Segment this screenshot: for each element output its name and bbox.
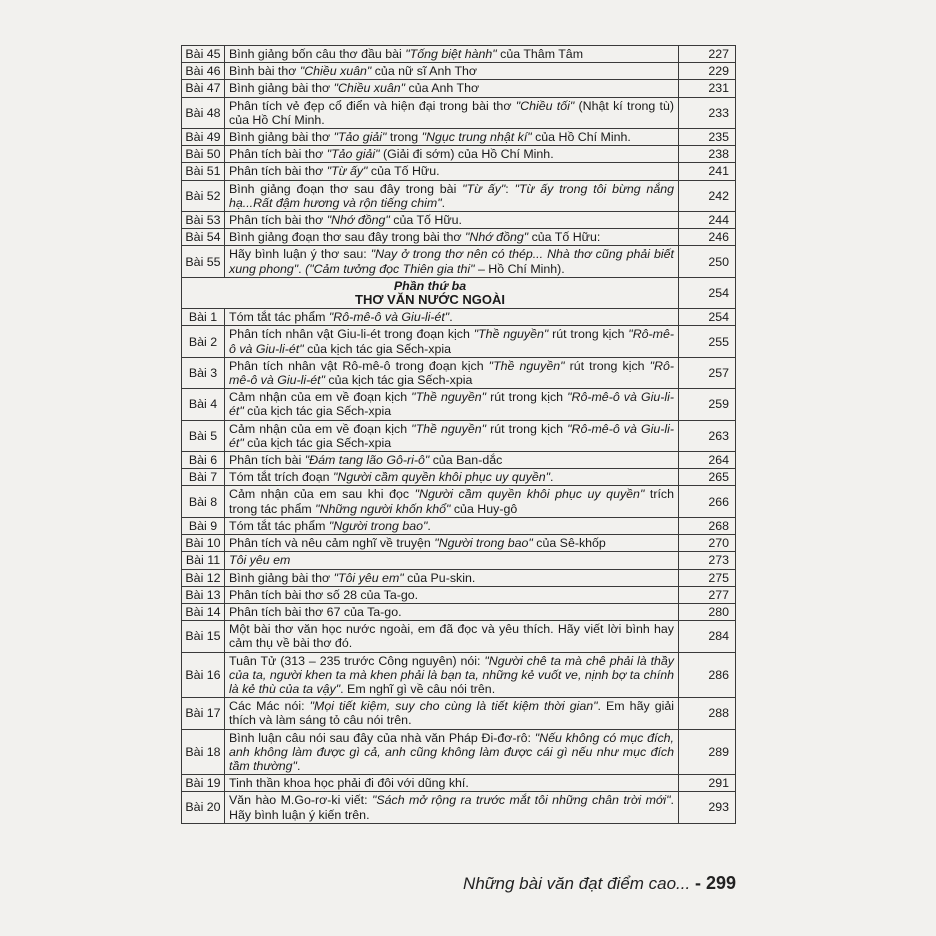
- title-quote: "Tảo giải": [333, 130, 387, 145]
- lesson-title: [225, 46, 679, 63]
- toc-row: [182, 163, 736, 180]
- page-number: 268: [679, 517, 736, 534]
- title-text: Bình bài thơ: [229, 64, 300, 79]
- lesson-number: Bài 47: [182, 80, 225, 97]
- title-quote: "Những người khốn khổ": [315, 501, 451, 516]
- toc-row: [182, 212, 736, 229]
- title-text: . Em nghĩ gì về câu nói trên.: [340, 681, 496, 696]
- page-number: 229: [679, 63, 736, 80]
- title-text: . Em hãy giải thích và làm sáng tỏ câu nói trên.: [229, 699, 674, 728]
- title-text: .: [449, 310, 453, 325]
- lesson-title: [225, 792, 679, 823]
- page-number: 235: [679, 129, 736, 146]
- lesson-number: Bài 11: [182, 552, 225, 569]
- title-text: Tinh thần khoa học phải đi đôi với dũng khí.: [229, 776, 469, 791]
- page-number: 227: [679, 46, 736, 63]
- lesson-title: [225, 97, 679, 128]
- page-footer: [463, 873, 736, 894]
- title-text: của Sê-khốp: [532, 536, 606, 551]
- title-text: của Tố Hữu.: [389, 213, 462, 228]
- toc-row: [182, 80, 736, 97]
- section-name: THƠ VĂN NƯỚC NGOÀI: [355, 292, 505, 308]
- title-text: của kịch tác gia Sếch-xpia: [324, 373, 473, 388]
- title-text: Phân tích vẻ đẹp cổ điển và hiện đại trong bài thơ: [229, 98, 516, 113]
- title-quote: "Rô-mê-ô và Giu-li-ét": [229, 421, 675, 450]
- lesson-title: [225, 452, 679, 469]
- lesson-title: [225, 517, 679, 534]
- toc-row: [182, 603, 736, 620]
- footer-page-number: - 299: [694, 873, 736, 893]
- title-text: của kịch tác gia Sếch-xpia: [243, 404, 392, 419]
- title-text: Bình giảng bài thơ: [229, 81, 334, 96]
- section-heading: [182, 277, 679, 308]
- page-number: 231: [679, 80, 736, 97]
- lesson-title: [225, 229, 679, 246]
- page-number: 264: [679, 452, 736, 469]
- page-number: 244: [679, 212, 736, 229]
- page-number: 250: [679, 246, 736, 277]
- title-text: Tuân Tử (313 – 235 trước Công nguyên) nói:: [229, 653, 485, 668]
- title-quote: "Nếu không có mục đích, anh không làm được gì cả, anh cũng không làm được cái gì nếu như mục đích tầm thường": [229, 730, 674, 773]
- page-number: 291: [679, 775, 736, 792]
- footer-book-title: Những bài văn đạt điểm cao...: [463, 874, 691, 893]
- title-quote: "Nay ở trong thơ nên có thép... Nhà thơ cũng phải biết xung phong": [229, 247, 674, 276]
- title-text: Cảm nhận của em về đoạn kịch: [229, 421, 412, 436]
- title-text: Hãy bình luận ý thơ sau:: [229, 247, 371, 262]
- title-text: của nữ sĩ Anh Thơ: [371, 64, 478, 79]
- page-number: 254: [679, 277, 736, 308]
- title-text: của kịch tác gia Sếch-xpia: [243, 435, 392, 450]
- toc-row: [182, 517, 736, 534]
- lesson-number: Bài 1: [182, 309, 225, 326]
- title-text: của Tố Hữu:: [528, 230, 601, 245]
- lesson-number: Bài 53: [182, 212, 225, 229]
- title-text: Phân tích và nêu cảm nghĩ về truyện: [229, 536, 435, 551]
- title-quote: "Rô-mê-ô và Giu-li-ét": [229, 327, 674, 356]
- title-quote: "Tảo giải": [326, 147, 380, 162]
- title-quote: "Mọi tiết kiệm, suy cho cùng là tiết kiệm thời gian": [309, 699, 598, 714]
- title-text: của Huy-gô: [450, 501, 518, 516]
- title-text: Phân tích bài thơ 67 của Ta-go.: [229, 604, 402, 619]
- title-text: của Tố Hữu.: [367, 164, 440, 179]
- title-quote: "Rô-mê-ô và Giu-li-ét": [229, 390, 675, 419]
- title-text: Bình giảng bài thơ: [229, 570, 334, 585]
- lesson-number: Bài 12: [182, 569, 225, 586]
- page-number: 280: [679, 603, 736, 620]
- title-quote: "Rô-mê-ô và Giu-li-ét": [229, 358, 674, 388]
- toc-row: [182, 452, 736, 469]
- title-quote: "Đám tang lão Gô-ri-ô": [304, 453, 430, 468]
- title-quote: "Sách mở rộng ra trước mắt tôi những chân trời mới": [371, 793, 671, 808]
- lesson-title: [225, 63, 679, 80]
- page-number: 238: [679, 146, 736, 163]
- toc-row: [182, 146, 736, 163]
- title-text: :: [505, 181, 515, 196]
- title-quote: ("Cảm tưởng đọc Thiên gia thi": [305, 261, 475, 276]
- toc-row: [182, 569, 736, 586]
- lesson-number: Bài 15: [182, 621, 225, 652]
- lesson-title: [225, 535, 679, 552]
- title-text: . Hãy bình luận ý kiến trên.: [229, 793, 674, 822]
- title-text: Cảm nhận của em sau khi đọc: [229, 487, 415, 502]
- lesson-number: Bài 4: [182, 389, 225, 420]
- lesson-title: [225, 552, 679, 569]
- title-text: Các Mác nói:: [229, 699, 310, 714]
- lesson-number: Bài 51: [182, 163, 225, 180]
- title-text: rút trong kịch: [486, 421, 568, 436]
- page-number: 289: [679, 729, 736, 775]
- title-text: Tóm tắt tác phẩm: [229, 310, 329, 325]
- title-text: Bình giảng bài thơ: [229, 130, 334, 145]
- title-text: Bình giảng bốn câu thơ đầu bài: [229, 47, 406, 61]
- title-quote: "Thề nguyền": [488, 358, 565, 373]
- toc-row: [182, 420, 736, 451]
- lesson-number: Bài 10: [182, 535, 225, 552]
- page-number: 284: [679, 621, 736, 652]
- title-text: .: [298, 261, 306, 276]
- toc-row: [182, 97, 736, 128]
- toc-row: [182, 46, 736, 63]
- toc-row: [182, 652, 736, 698]
- toc-row: [182, 586, 736, 603]
- title-quote: "Từ ấy": [462, 181, 506, 196]
- lesson-number: Bài 50: [182, 146, 225, 163]
- lesson-number: Bài 20: [182, 792, 225, 823]
- toc-row: [182, 326, 736, 357]
- lesson-number: Bài 54: [182, 229, 225, 246]
- title-text: Tóm tắt trích đoạn: [229, 470, 333, 485]
- page-number: 265: [679, 469, 736, 486]
- lesson-number: Bài 6: [182, 452, 225, 469]
- title-text: Phân tích nhân vật Giu-li-ét trong đoạn kịch: [229, 327, 474, 342]
- page-number: 233: [679, 97, 736, 128]
- title-text: Văn hào M.Go-rơ-ki viết:: [229, 793, 372, 808]
- toc-row: [182, 63, 736, 80]
- title-text: của Pu-skin.: [403, 570, 476, 585]
- lesson-title: [225, 486, 679, 517]
- lesson-number: Bài 55: [182, 246, 225, 277]
- lesson-number: Bài 45: [182, 46, 225, 63]
- toc-row: [182, 621, 736, 652]
- title-text: – Hồ Chí Minh).: [474, 261, 565, 276]
- toc-row: [182, 469, 736, 486]
- title-quote: "Tống biệt hành": [405, 47, 497, 61]
- title-text: Bình giảng đoạn thơ sau đây trong bài: [229, 181, 463, 196]
- lesson-number: Bài 48: [182, 97, 225, 128]
- page-number: 257: [679, 357, 736, 388]
- lesson-title: [225, 246, 679, 277]
- lesson-number: Bài 13: [182, 586, 225, 603]
- title-text: rút trong kịch: [548, 327, 629, 342]
- title-text: .: [550, 470, 554, 485]
- page-number: 293: [679, 792, 736, 823]
- lesson-number: Bài 14: [182, 603, 225, 620]
- title-quote: "Chiều xuân": [299, 64, 372, 79]
- title-text: Phân tích bài thơ: [229, 147, 327, 162]
- lesson-title: [225, 652, 679, 698]
- title-text: Phân tích nhân vật Rô-mê-ô trong đoạn kịch: [229, 358, 489, 373]
- title-text: Cảm nhận của em về đoạn kịch: [229, 390, 412, 405]
- toc-row: [182, 180, 736, 211]
- title-quote: "Rô-mê-ô và Giu-li-ét": [328, 310, 450, 325]
- title-text: Phân tích bài thơ: [229, 213, 327, 228]
- page-number: 241: [679, 163, 736, 180]
- title-quote: "Ngục trung nhật kí": [421, 130, 532, 145]
- title-text: .: [296, 758, 301, 773]
- lesson-number: Bài 8: [182, 486, 225, 517]
- title-quote: "Từ ấy trong tôi bừng nắng hạ...Rất đậm hương và rộn tiếng chim": [229, 181, 675, 210]
- page-number: 270: [679, 535, 736, 552]
- title-quote: "Thề nguyền": [411, 390, 487, 405]
- title-text: của Anh Thơ: [405, 81, 480, 96]
- title-text: trích trong tác phẩm: [229, 487, 675, 516]
- page-number: 242: [679, 180, 736, 211]
- title-quote: "Nhớ đồng": [326, 213, 390, 228]
- toc-row: [182, 729, 736, 775]
- lesson-number: Bài 2: [182, 326, 225, 357]
- title-quote: "Thề nguyền": [411, 421, 487, 436]
- title-quote: "Chiều tối": [515, 98, 575, 113]
- toc-row: [182, 357, 736, 388]
- title-quote: "Người trong bao": [434, 536, 533, 551]
- toc-row: [182, 535, 736, 552]
- title-quote: "Thề nguyền": [473, 327, 549, 342]
- lesson-title: [225, 309, 679, 326]
- page-number: 263: [679, 420, 736, 451]
- title-text: của kịch tác gia Sếch-xpia: [303, 341, 452, 356]
- lesson-number: Bài 17: [182, 698, 225, 729]
- lesson-title: [225, 586, 679, 603]
- page-number: 275: [679, 569, 736, 586]
- toc-row: [182, 792, 736, 823]
- toc-row: [182, 389, 736, 420]
- title-quote: "Từ ấy": [326, 164, 368, 179]
- lesson-number: Bài 19: [182, 775, 225, 792]
- page-number: 259: [679, 389, 736, 420]
- lesson-number: Bài 5: [182, 420, 225, 451]
- table-of-contents: [181, 45, 736, 824]
- page-number: 266: [679, 486, 736, 517]
- title-text: Phân tích bài: [229, 453, 305, 468]
- lesson-title: [225, 146, 679, 163]
- toc-row: [182, 552, 736, 569]
- title-text: .: [427, 518, 431, 533]
- title-quote: "Người trong bao": [328, 518, 428, 533]
- title-text: của Hồ Chí Minh.: [531, 130, 631, 145]
- toc-row: [182, 309, 736, 326]
- page-number: 254: [679, 309, 736, 326]
- title-text: Một bài thơ văn học nước ngoài, em đã đọc và yêu thích. Hãy viết lời bình hay cảm thụ về bài thơ đó.: [229, 622, 674, 651]
- lesson-title: [225, 80, 679, 97]
- title-quote: "Nhớ đồng": [465, 230, 529, 245]
- lesson-title: [225, 357, 679, 388]
- title-text: Bình luận câu nói sau đây của nhà văn Pháp Đi-đơ-rô:: [229, 730, 535, 745]
- page-number: 286: [679, 652, 736, 698]
- lesson-number: Bài 18: [182, 729, 225, 775]
- title-text: của Thâm Tâm: [496, 47, 584, 61]
- title-text: Bình giảng đoạn thơ sau đây trong bài thơ: [229, 230, 466, 245]
- lesson-number: Bài 46: [182, 63, 225, 80]
- lesson-title: [225, 775, 679, 792]
- title-text: trong: [386, 130, 422, 145]
- title-quote: "Chiều xuân": [333, 81, 406, 96]
- toc-body: [182, 46, 736, 824]
- title-text: (Giải đi sớm) của Hồ Chí Minh.: [379, 147, 554, 162]
- lesson-number: Bài 16: [182, 652, 225, 698]
- title-text: Tóm tắt tác phẩm: [229, 518, 329, 533]
- title-quote: "Người cầm quyền khôi phục uy quyền": [414, 487, 645, 502]
- lesson-title: [225, 569, 679, 586]
- lesson-title: [225, 212, 679, 229]
- lesson-title: [225, 698, 679, 729]
- title-text: rút trong kịch: [486, 390, 568, 405]
- lesson-title: [225, 180, 679, 211]
- lesson-title: [225, 389, 679, 420]
- toc-row: [182, 129, 736, 146]
- toc-row: [182, 775, 736, 792]
- page-number: 288: [679, 698, 736, 729]
- toc-row: [182, 229, 736, 246]
- title-quote: "Người chê ta mà chê phải là thầy của ta, người khen ta mà khen phải là bạn ta, những kẻ vuốt ve, nịnh bợ ta chính là kẻ thù của ta vậy": [229, 653, 674, 696]
- title-text: Phân tích bài thơ: [229, 164, 327, 179]
- lesson-title: [225, 129, 679, 146]
- lesson-number: Bài 49: [182, 129, 225, 146]
- title-text: của Ban-dắc: [429, 453, 503, 468]
- lesson-title: [225, 469, 679, 486]
- lesson-number: Bài 3: [182, 357, 225, 388]
- title-text: (Nhật kí trong tù) của Hồ Chí Minh.: [229, 98, 674, 127]
- title-text: rút trong kịch: [564, 358, 650, 373]
- page-number: 273: [679, 552, 736, 569]
- toc-section-row: [182, 277, 736, 308]
- page-number: 255: [679, 326, 736, 357]
- title-quote: "Người cầm quyền khôi phục uy quyền": [333, 470, 550, 485]
- lesson-title: [225, 326, 679, 357]
- toc-row: [182, 698, 736, 729]
- section-label: Phần thứ ba: [393, 278, 467, 293]
- lesson-number: Bài 9: [182, 517, 225, 534]
- toc-row: [182, 486, 736, 517]
- lesson-title: [225, 163, 679, 180]
- title-quote: "Tôi yêu em": [333, 570, 404, 585]
- toc-row: [182, 246, 736, 277]
- title-text: Phân tích bài thơ số 28 của Ta-go.: [229, 587, 419, 602]
- lesson-title: [225, 729, 679, 775]
- title-text: .: [441, 195, 446, 210]
- page-number: 246: [679, 229, 736, 246]
- title-quote: Tôi yêu em: [229, 553, 291, 568]
- lesson-number: Bài 7: [182, 469, 225, 486]
- lesson-title: [225, 621, 679, 652]
- lesson-title: [225, 603, 679, 620]
- lesson-title: [225, 420, 679, 451]
- lesson-number: Bài 52: [182, 180, 225, 211]
- page-number: 277: [679, 586, 736, 603]
